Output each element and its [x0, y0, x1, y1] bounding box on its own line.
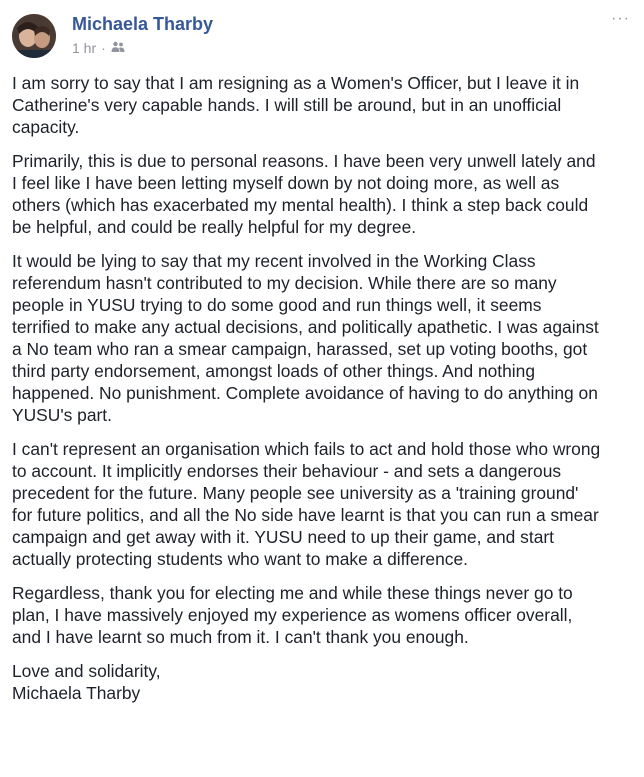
text-line: precedent for the future. Many people see university as a 'training ground'	[12, 483, 579, 503]
text-line: happened. No punishment. Complete avoidance of having to do anything on	[12, 383, 598, 403]
text-line: Michaela Tharby	[12, 683, 141, 703]
text-line: I feel like I have been letting myself down by not doing more, as well as	[12, 173, 560, 193]
text-line: a No team who ran a smear campaign, harassed, set up voting booths, got	[12, 339, 588, 359]
post-timestamp[interactable]: 1 hr	[72, 40, 97, 56]
text-line: for future politics, and all the No side have learnt is that you can run a smear	[12, 505, 599, 525]
text-line: actually protecting students who want to make a difference.	[12, 549, 468, 569]
author-name[interactable]: Michaela Tharby	[72, 14, 214, 34]
paragraph	[12, 250, 634, 426]
paragraph	[12, 582, 634, 648]
text-line: and I have learnt so much from it. I can't thank you enough.	[12, 627, 469, 647]
more-options-icon[interactable]: ···	[611, 10, 630, 27]
sign-off	[12, 660, 634, 704]
text-line: It would be lying to say that my recent involved in the Working Class	[12, 251, 536, 271]
text-line: others (which has exacerbated my mental health). I think a step back could	[12, 195, 589, 215]
meta-separator: ·	[101, 40, 106, 56]
post-body	[12, 72, 634, 704]
text-line: to account. It implicitly endorses their behaviour - and sets a dangerous	[12, 461, 562, 481]
text-line: I am sorry to say that I am resigning as a Women's Officer, but I leave it in	[12, 73, 580, 93]
text-line: terrified to make any actual decisions, and politically apathetic. I was against	[12, 317, 599, 337]
text-line: be helpful, and could be really helpful for my degree.	[12, 217, 417, 237]
text-line: I can't represent an organisation which fails to act and hold those who wrong	[12, 439, 601, 459]
text-line: third party endorsement, amongst loads of other things. And nothing	[12, 361, 536, 381]
paragraph	[12, 438, 634, 570]
paragraph	[12, 72, 634, 138]
text-line: campaign and get away with it. YUSU need to up their game, and start	[12, 527, 554, 547]
friends-audience-icon[interactable]	[111, 40, 125, 56]
text-line: referendum hasn't contributed to my decision. While there are so many	[12, 273, 557, 293]
text-line: plan, I have massively enjoyed my experience as womens officer overall,	[12, 605, 573, 625]
text-line: people in YUSU trying to do some good and run things well, it seems	[12, 295, 542, 315]
text-line: Primarily, this is due to personal reasons. I have been very unwell lately and	[12, 151, 596, 171]
paragraph	[12, 150, 634, 238]
text-line: capacity.	[12, 117, 80, 137]
text-line: Love and solidarity,	[12, 661, 161, 681]
text-line: Regardless, thank you for electing me and while these things never go to	[12, 583, 573, 603]
text-line: YUSU's part.	[12, 405, 112, 425]
post-meta	[72, 40, 125, 56]
avatar[interactable]	[12, 14, 56, 58]
text-line: Catherine's very capable hands. I will still be around, but in an unofficial	[12, 95, 562, 115]
